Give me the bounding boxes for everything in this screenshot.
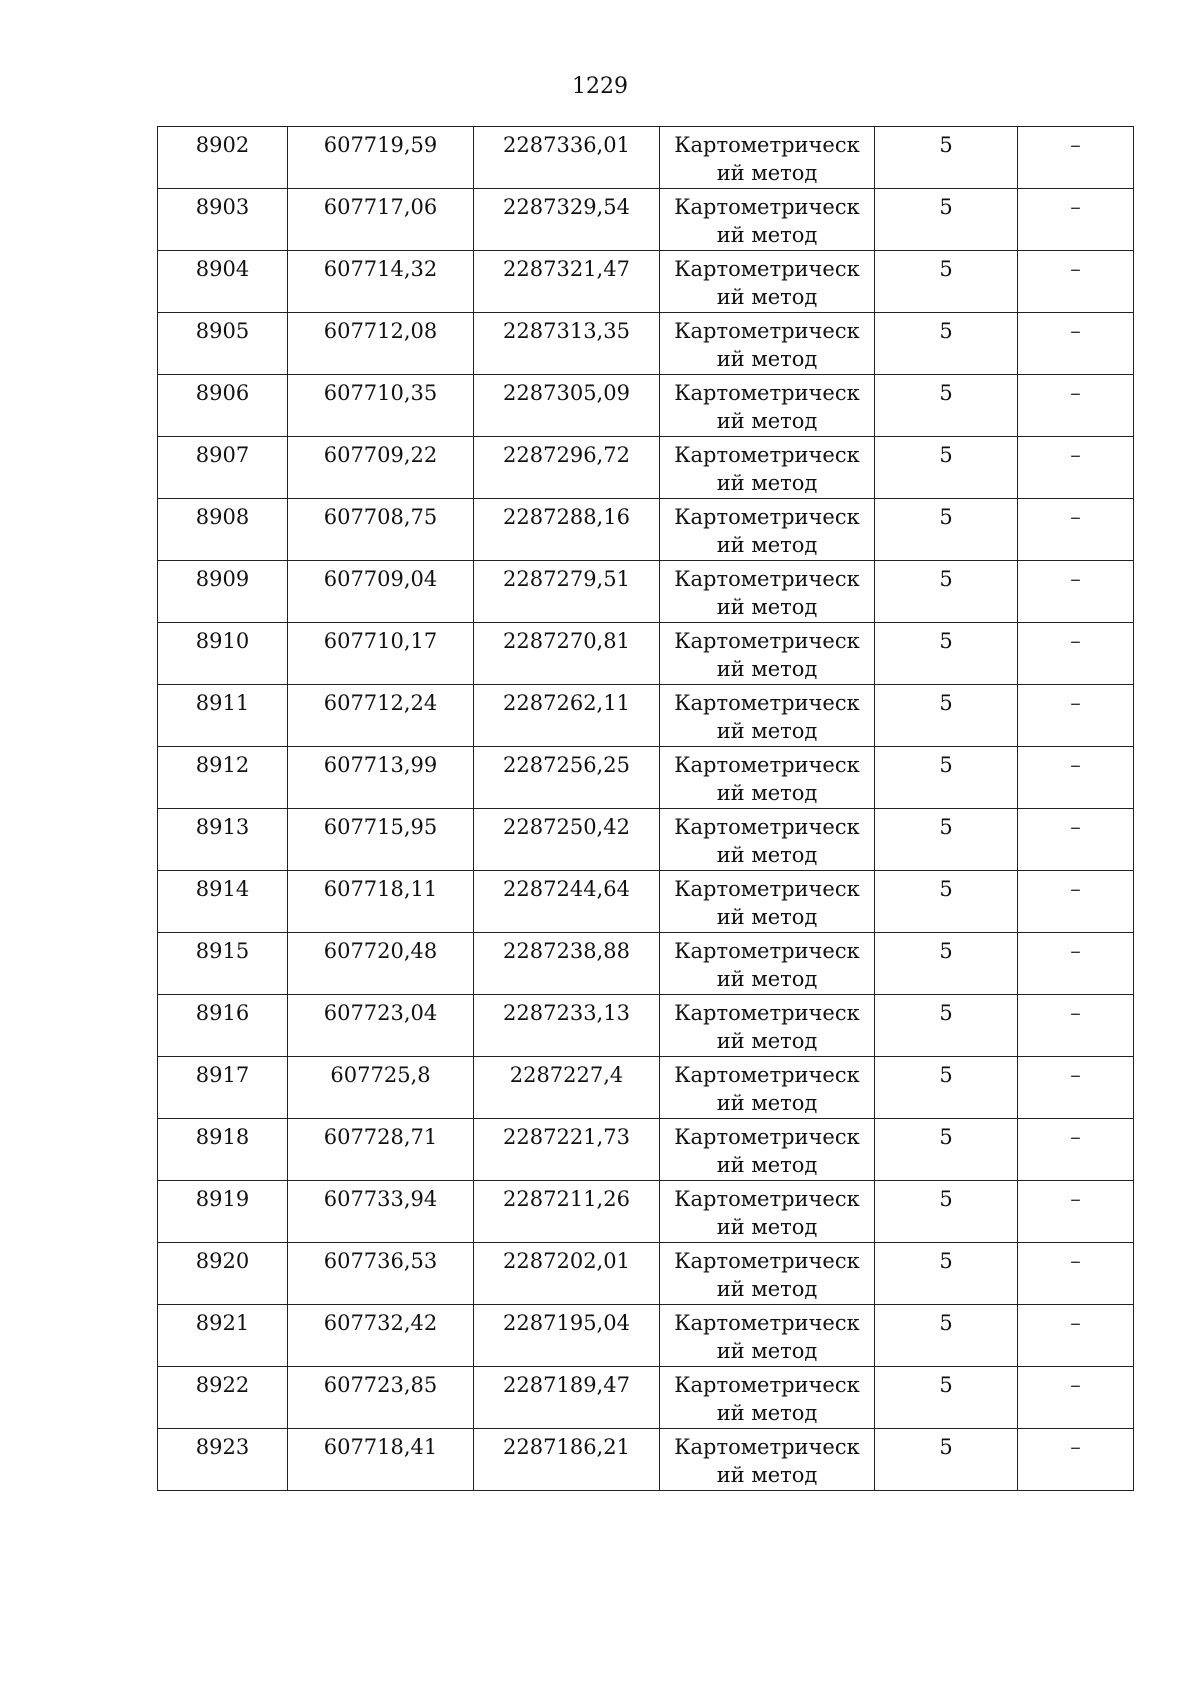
note-cell: –	[1018, 809, 1134, 871]
x-coordinate-cell: 607728,71	[288, 1119, 474, 1181]
method-cell: Картометрический метод	[660, 375, 875, 437]
accuracy-cell: 5	[875, 189, 1018, 251]
table-row	[158, 685, 1134, 747]
accuracy-cell: 5	[875, 623, 1018, 685]
note-cell: –	[1018, 933, 1134, 995]
method-cell: Картометрический метод	[660, 127, 875, 189]
x-coordinate-cell: 607736,53	[288, 1243, 474, 1305]
x-coordinate-cell: 607725,8	[288, 1057, 474, 1119]
x-coordinate-cell: 607733,94	[288, 1181, 474, 1243]
method-cell: Картометрический метод	[660, 1119, 875, 1181]
accuracy-cell: 5	[875, 437, 1018, 499]
method-cell: Картометрический метод	[660, 1181, 875, 1243]
y-coordinate-cell: 2287211,26	[474, 1181, 660, 1243]
accuracy-cell: 5	[875, 313, 1018, 375]
method-cell: Картометрический метод	[660, 809, 875, 871]
y-coordinate-cell: 2287329,54	[474, 189, 660, 251]
accuracy-cell: 5	[875, 499, 1018, 561]
method-cell: Картометрический метод	[660, 623, 875, 685]
x-coordinate-cell: 607709,04	[288, 561, 474, 623]
y-coordinate-cell: 2287227,4	[474, 1057, 660, 1119]
point-number-cell: 8908	[158, 499, 288, 561]
note-cell: –	[1018, 375, 1134, 437]
y-coordinate-cell: 2287321,47	[474, 251, 660, 313]
note-cell: –	[1018, 871, 1134, 933]
table-body	[158, 127, 1134, 1491]
x-coordinate-cell: 607717,06	[288, 189, 474, 251]
table-row	[158, 809, 1134, 871]
table-row	[158, 1243, 1134, 1305]
x-coordinate-cell: 607712,24	[288, 685, 474, 747]
x-coordinate-cell: 607718,41	[288, 1429, 474, 1491]
method-cell: Картометрический метод	[660, 189, 875, 251]
x-coordinate-cell: 607709,22	[288, 437, 474, 499]
note-cell: –	[1018, 995, 1134, 1057]
table-row	[158, 623, 1134, 685]
point-number-cell: 8906	[158, 375, 288, 437]
accuracy-cell: 5	[875, 1305, 1018, 1367]
x-coordinate-cell: 607712,08	[288, 313, 474, 375]
point-number-cell: 8909	[158, 561, 288, 623]
point-number-cell: 8914	[158, 871, 288, 933]
y-coordinate-cell: 2287238,88	[474, 933, 660, 995]
y-coordinate-cell: 2287221,73	[474, 1119, 660, 1181]
accuracy-cell: 5	[875, 375, 1018, 437]
y-coordinate-cell: 2287313,35	[474, 313, 660, 375]
table-row	[158, 747, 1134, 809]
x-coordinate-cell: 607720,48	[288, 933, 474, 995]
point-number-cell: 8907	[158, 437, 288, 499]
note-cell: –	[1018, 561, 1134, 623]
point-number-cell: 8919	[158, 1181, 288, 1243]
table-row	[158, 1119, 1134, 1181]
x-coordinate-cell: 607718,11	[288, 871, 474, 933]
y-coordinate-cell: 2287256,25	[474, 747, 660, 809]
note-cell: –	[1018, 747, 1134, 809]
point-number-cell: 8921	[158, 1305, 288, 1367]
note-cell: –	[1018, 1119, 1134, 1181]
point-number-cell: 8918	[158, 1119, 288, 1181]
y-coordinate-cell: 2287296,72	[474, 437, 660, 499]
accuracy-cell: 5	[875, 1429, 1018, 1491]
note-cell: –	[1018, 1243, 1134, 1305]
note-cell: –	[1018, 1057, 1134, 1119]
method-cell: Картометрический метод	[660, 871, 875, 933]
method-cell: Картометрический метод	[660, 685, 875, 747]
point-number-cell: 8923	[158, 1429, 288, 1491]
y-coordinate-cell: 2287288,16	[474, 499, 660, 561]
x-coordinate-cell: 607713,99	[288, 747, 474, 809]
accuracy-cell: 5	[875, 1243, 1018, 1305]
method-cell: Картометрический метод	[660, 499, 875, 561]
method-cell: Картометрический метод	[660, 561, 875, 623]
y-coordinate-cell: 2287270,81	[474, 623, 660, 685]
method-cell: Картометрический метод	[660, 1243, 875, 1305]
note-cell: –	[1018, 1367, 1134, 1429]
page-number: 1229	[572, 74, 628, 99]
y-coordinate-cell: 2287262,11	[474, 685, 660, 747]
accuracy-cell: 5	[875, 685, 1018, 747]
point-number-cell: 8920	[158, 1243, 288, 1305]
y-coordinate-cell: 2287305,09	[474, 375, 660, 437]
table-row	[158, 561, 1134, 623]
table-row	[158, 189, 1134, 251]
table-row	[158, 437, 1134, 499]
point-number-cell: 8913	[158, 809, 288, 871]
x-coordinate-cell: 607732,42	[288, 1305, 474, 1367]
note-cell: –	[1018, 313, 1134, 375]
accuracy-cell: 5	[875, 809, 1018, 871]
method-cell: Картометрический метод	[660, 995, 875, 1057]
y-coordinate-cell: 2287186,21	[474, 1429, 660, 1491]
y-coordinate-cell: 2287279,51	[474, 561, 660, 623]
point-number-cell: 8916	[158, 995, 288, 1057]
point-number-cell: 8917	[158, 1057, 288, 1119]
note-cell: –	[1018, 189, 1134, 251]
point-number-cell: 8912	[158, 747, 288, 809]
method-cell: Картометрический метод	[660, 437, 875, 499]
note-cell: –	[1018, 437, 1134, 499]
note-cell: –	[1018, 251, 1134, 313]
table-row	[158, 375, 1134, 437]
table-row	[158, 871, 1134, 933]
point-number-cell: 8910	[158, 623, 288, 685]
table-row	[158, 1057, 1134, 1119]
note-cell: –	[1018, 127, 1134, 189]
note-cell: –	[1018, 1305, 1134, 1367]
table-row	[158, 127, 1134, 189]
accuracy-cell: 5	[875, 1119, 1018, 1181]
accuracy-cell: 5	[875, 933, 1018, 995]
accuracy-cell: 5	[875, 561, 1018, 623]
x-coordinate-cell: 607708,75	[288, 499, 474, 561]
method-cell: Картометрический метод	[660, 1367, 875, 1429]
note-cell: –	[1018, 685, 1134, 747]
note-cell: –	[1018, 1429, 1134, 1491]
table-row	[158, 251, 1134, 313]
accuracy-cell: 5	[875, 1057, 1018, 1119]
accuracy-cell: 5	[875, 1367, 1018, 1429]
table-row	[158, 995, 1134, 1057]
method-cell: Картометрический метод	[660, 1057, 875, 1119]
x-coordinate-cell: 607723,85	[288, 1367, 474, 1429]
note-cell: –	[1018, 1181, 1134, 1243]
point-number-cell: 8902	[158, 127, 288, 189]
accuracy-cell: 5	[875, 251, 1018, 313]
accuracy-cell: 5	[875, 127, 1018, 189]
method-cell: Картометрический метод	[660, 251, 875, 313]
table-row	[158, 1367, 1134, 1429]
point-number-cell: 8905	[158, 313, 288, 375]
point-number-cell: 8915	[158, 933, 288, 995]
table-row	[158, 1429, 1134, 1491]
point-number-cell: 8904	[158, 251, 288, 313]
table-row	[158, 933, 1134, 995]
x-coordinate-cell: 607710,35	[288, 375, 474, 437]
method-cell: Картометрический метод	[660, 1305, 875, 1367]
x-coordinate-cell: 607714,32	[288, 251, 474, 313]
accuracy-cell: 5	[875, 871, 1018, 933]
coordinates-table	[157, 126, 1134, 1491]
accuracy-cell: 5	[875, 995, 1018, 1057]
accuracy-cell: 5	[875, 747, 1018, 809]
table-row	[158, 313, 1134, 375]
note-cell: –	[1018, 623, 1134, 685]
y-coordinate-cell: 2287336,01	[474, 127, 660, 189]
y-coordinate-cell: 2287244,64	[474, 871, 660, 933]
method-cell: Картометрический метод	[660, 747, 875, 809]
accuracy-cell: 5	[875, 1181, 1018, 1243]
y-coordinate-cell: 2287195,04	[474, 1305, 660, 1367]
point-number-cell: 8903	[158, 189, 288, 251]
y-coordinate-cell: 2287250,42	[474, 809, 660, 871]
x-coordinate-cell: 607710,17	[288, 623, 474, 685]
point-number-cell: 8922	[158, 1367, 288, 1429]
method-cell: Картометрический метод	[660, 933, 875, 995]
table-row	[158, 1181, 1134, 1243]
y-coordinate-cell: 2287233,13	[474, 995, 660, 1057]
method-cell: Картометрический метод	[660, 1429, 875, 1491]
y-coordinate-cell: 2287202,01	[474, 1243, 660, 1305]
x-coordinate-cell: 607723,04	[288, 995, 474, 1057]
table-row	[158, 1305, 1134, 1367]
note-cell: –	[1018, 499, 1134, 561]
method-cell: Картометрический метод	[660, 313, 875, 375]
table-row	[158, 499, 1134, 561]
x-coordinate-cell: 607719,59	[288, 127, 474, 189]
x-coordinate-cell: 607715,95	[288, 809, 474, 871]
y-coordinate-cell: 2287189,47	[474, 1367, 660, 1429]
point-number-cell: 8911	[158, 685, 288, 747]
